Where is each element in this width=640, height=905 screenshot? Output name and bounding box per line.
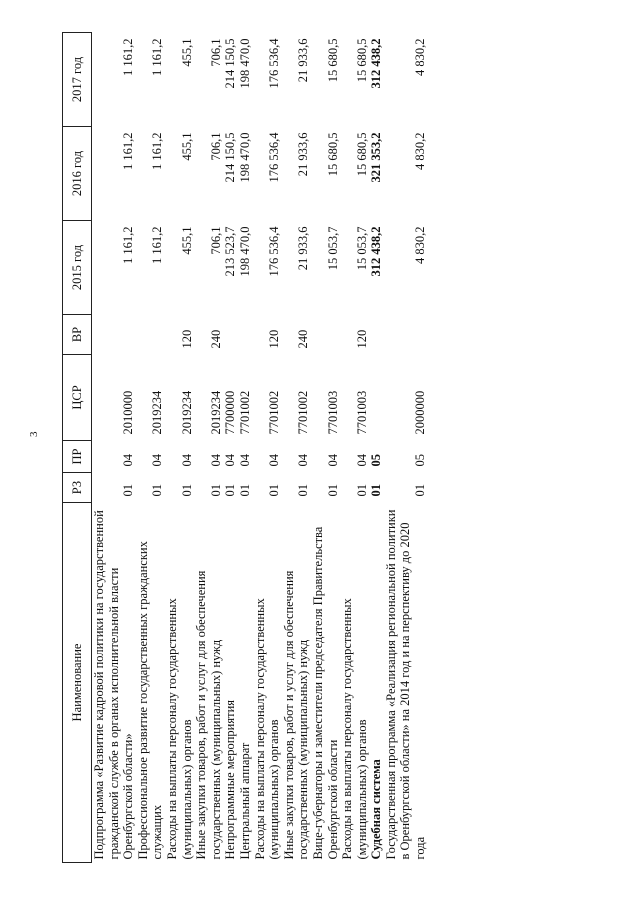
vr-cell: 240 bbox=[296, 329, 311, 349]
table-row bbox=[311, 33, 340, 863]
name-cell: Государственная программа «Реализация региональной политики в Оренбургской области» на 2014 год и на перспективу до 2020 года bbox=[383, 509, 428, 860]
table-row bbox=[165, 33, 194, 863]
amount-2016-cell: 321 353,2 bbox=[369, 132, 384, 183]
header-csr: ЦСР bbox=[63, 355, 92, 441]
amount-2015-cell: 706,1 bbox=[208, 226, 223, 255]
rz-cell: 01 bbox=[354, 484, 369, 497]
header-vr: ВР bbox=[63, 315, 92, 355]
name-cell: Расходы на выплаты персоналу государственных (муниципальных) органов bbox=[252, 598, 282, 860]
rz-cell: 01 bbox=[121, 484, 136, 497]
amount-2015-cell: 312 438,2 bbox=[369, 226, 384, 277]
name-cell: Непрограммные мероприятия bbox=[223, 699, 238, 860]
amount-2015-cell: 455,1 bbox=[179, 226, 194, 255]
rz-cell: 01 bbox=[223, 484, 238, 497]
csr-cell: 2019234 bbox=[208, 390, 223, 435]
rz-cell: 01 bbox=[208, 484, 223, 497]
table-row bbox=[282, 33, 311, 863]
header-2017: 2017 год bbox=[63, 33, 92, 127]
rz-cell: 01 bbox=[267, 484, 282, 497]
amount-2017-cell: 4 830,2 bbox=[413, 38, 428, 76]
header-2016: 2016 год bbox=[63, 127, 92, 221]
table-row bbox=[340, 33, 369, 863]
csr-cell: 7701003 bbox=[354, 390, 369, 435]
table-row bbox=[238, 33, 253, 863]
budget-table bbox=[62, 32, 428, 863]
csr-cell: 7701002 bbox=[237, 390, 252, 435]
name-cell: Подпрограмма «Развитие кадровой политики на государственной гражданской службе в органах исполнительной власти Оренбургской области» bbox=[92, 510, 136, 860]
amount-2016-cell: 706,1 bbox=[208, 132, 223, 161]
name-cell: Иные закупки товаров, работ и услуг для обеспечения государственных (муниципальных) нужд bbox=[281, 570, 311, 860]
csr-cell: 2019234 bbox=[179, 390, 194, 435]
vr-cell: 120 bbox=[267, 329, 282, 349]
amount-2016-cell: 1 161,2 bbox=[121, 132, 136, 170]
amount-2017-cell: 455,1 bbox=[179, 38, 194, 67]
amount-2015-cell: 21 933,6 bbox=[296, 226, 311, 271]
pr-cell: 05 bbox=[369, 454, 384, 467]
vr-cell bbox=[369, 315, 384, 355]
amount-2015-cell: 4 830,2 bbox=[413, 226, 428, 264]
amount-2016-cell: 21 933,6 bbox=[296, 132, 311, 177]
name-cell: Иные закупки товаров, работ и услуг для обеспечения государственных (муниципальных) нужд bbox=[194, 570, 223, 860]
amount-2017-cell: 15 680,5 bbox=[354, 38, 369, 83]
amount-2017-cell: 21 933,6 bbox=[296, 38, 311, 83]
pr-cell: 04 bbox=[208, 454, 223, 467]
amount-2017-cell: 214 150,5 bbox=[223, 38, 238, 89]
page-number: 3 bbox=[28, 431, 40, 437]
rz-cell: 01 bbox=[325, 484, 340, 497]
rz-cell: 01 bbox=[413, 484, 428, 497]
header-pr: ПР bbox=[63, 441, 92, 473]
table-row bbox=[223, 33, 238, 863]
table-body bbox=[92, 33, 428, 863]
csr-cell: 7700000 bbox=[223, 390, 238, 435]
amount-2016-cell: 176 536,4 bbox=[267, 132, 282, 183]
amount-2016-cell: 15 680,5 bbox=[325, 132, 340, 177]
rz-cell: 01 bbox=[179, 484, 194, 497]
amount-2016-cell: 198 470,0 bbox=[237, 132, 252, 183]
vr-cell: 120 bbox=[179, 329, 194, 349]
header-2015: 2015 год bbox=[63, 221, 92, 315]
table-row bbox=[384, 33, 428, 863]
rz-cell: 01 bbox=[296, 484, 311, 497]
name-cell: Расходы на выплаты персоналу государственных (муниципальных) органов bbox=[164, 598, 194, 860]
amount-2015-cell: 1 161,2 bbox=[150, 226, 165, 264]
amount-2017-cell: 1 161,2 bbox=[121, 38, 136, 76]
rz-cell: 01 bbox=[150, 484, 165, 497]
table-row bbox=[92, 33, 136, 863]
amount-2017-cell: 312 438,2 bbox=[369, 38, 384, 89]
csr-cell bbox=[369, 355, 384, 441]
table-row bbox=[194, 33, 223, 863]
header-rz: РЗ bbox=[63, 473, 92, 503]
name-cell: Профессиональное развитие государственных гражданских служащих bbox=[135, 541, 165, 860]
vr-cell: 120 bbox=[354, 329, 369, 349]
vr-cell bbox=[384, 315, 428, 355]
amount-2015-cell: 198 470,0 bbox=[237, 226, 252, 277]
name-cell: Судебная система bbox=[369, 759, 384, 860]
csr-cell: 2010000 bbox=[121, 390, 136, 435]
amount-2015-cell: 213 523,7 bbox=[223, 226, 238, 277]
amount-2016-cell: 1 161,2 bbox=[150, 132, 165, 170]
vr-cell bbox=[136, 315, 165, 355]
vr-cell bbox=[311, 315, 340, 355]
pr-cell: 05 bbox=[413, 454, 428, 467]
pr-cell: 04 bbox=[296, 454, 311, 467]
vr-cell: 240 bbox=[208, 329, 223, 349]
amount-2015-cell: 15 053,7 bbox=[354, 226, 369, 271]
vr-cell bbox=[238, 315, 253, 355]
amount-2017-cell: 1 161,2 bbox=[150, 38, 165, 76]
table-row bbox=[369, 33, 384, 863]
amount-2016-cell: 4 830,2 bbox=[413, 132, 428, 170]
csr-cell: 7701003 bbox=[325, 390, 340, 435]
amount-2016-cell: 15 680,5 bbox=[354, 132, 369, 177]
csr-cell: 7701002 bbox=[296, 390, 311, 435]
csr-cell: 2019234 bbox=[150, 390, 165, 435]
table-header-row bbox=[63, 33, 92, 863]
csr-cell: 7701002 bbox=[267, 390, 282, 435]
rz-cell: 01 bbox=[369, 484, 384, 497]
csr-cell: 2000000 bbox=[413, 390, 428, 435]
amount-2017-cell: 198 470,0 bbox=[237, 38, 252, 89]
amount-2017-cell: 706,1 bbox=[208, 38, 223, 67]
amount-2015-cell: 15 053,7 bbox=[325, 226, 340, 271]
vr-cell bbox=[223, 315, 238, 355]
pr-cell: 04 bbox=[223, 454, 238, 467]
name-cell: Расходы на выплаты персоналу государственных (муниципальных) органов bbox=[340, 598, 369, 860]
amount-2015-cell: 176 536,4 bbox=[267, 226, 282, 277]
pr-cell: 04 bbox=[325, 454, 340, 467]
amount-2017-cell: 15 680,5 bbox=[325, 38, 340, 83]
pr-cell: 04 bbox=[354, 454, 369, 467]
pr-cell: 04 bbox=[150, 454, 165, 467]
pr-cell: 04 bbox=[267, 454, 282, 467]
amount-2016-cell: 455,1 bbox=[179, 132, 194, 161]
amount-2015-cell: 1 161,2 bbox=[121, 226, 136, 264]
pr-cell: 04 bbox=[121, 454, 136, 467]
name-cell: Вице-губернаторы и заместители председателя Правительства Оренбургской области bbox=[310, 526, 340, 860]
rz-cell: 01 bbox=[237, 484, 252, 497]
amount-2016-cell: 214 150,5 bbox=[223, 132, 238, 183]
table-row bbox=[136, 33, 165, 863]
pr-cell: 04 bbox=[237, 454, 252, 467]
header-name: Наименование bbox=[63, 503, 92, 863]
vr-cell bbox=[92, 315, 136, 355]
pr-cell: 04 bbox=[179, 454, 194, 467]
rotated-budget-table-container bbox=[62, 33, 428, 863]
amount-2017-cell: 176 536,4 bbox=[267, 38, 282, 89]
name-cell: Центральный аппарат bbox=[237, 742, 252, 860]
table-row bbox=[253, 33, 282, 863]
